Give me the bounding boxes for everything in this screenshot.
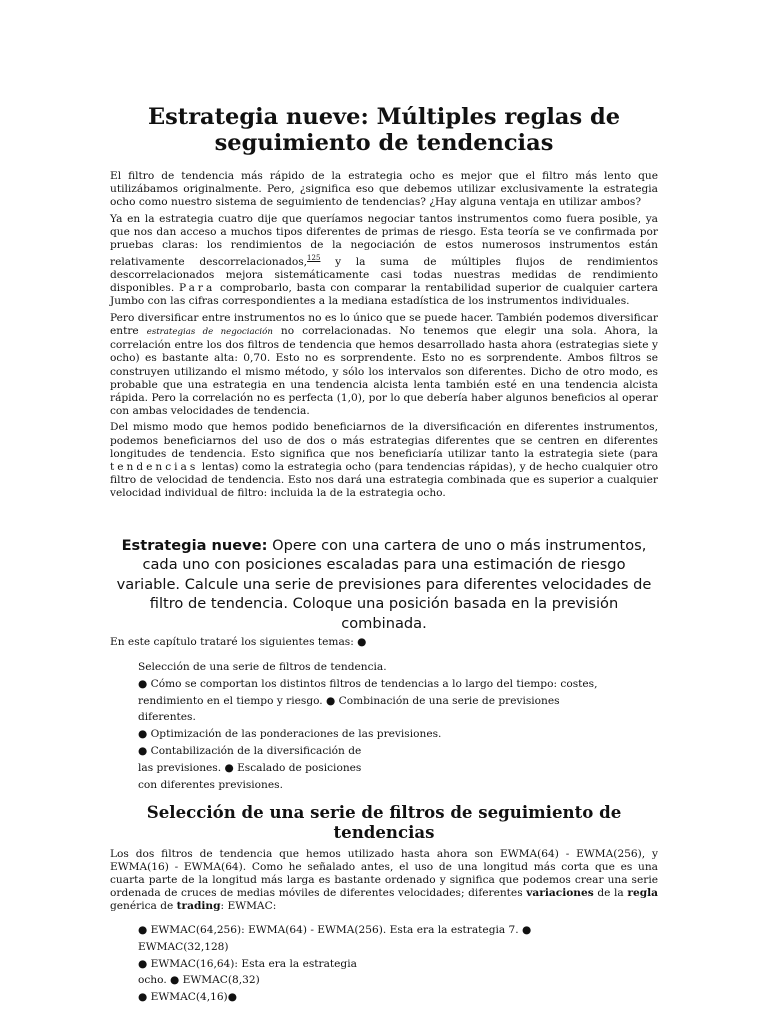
paragraph-3-text-b: no correlacionadas. No tenemos que elegir una sola. Ahora, la correlación entre los dos filtros de tendencia que hemos desarrollado hasta ahora (estrategias siete y ocho) es bastante alta: 0,70. Esto no es sorprendente. Esto no es sorprendente. Ambos filtros se construyen utilizando el mismo método, y sólo los intervalos son diferentes. Dicho de otro modo, es probable que una estrategia en una tendencia alcista lenta también esté en una tendencia alcista rápida. Pero la correlación no es perfecta (1,0), por lo que debería haber algunos beneficios al operar con ambas velocidades de tendencia.	[110, 325, 658, 417]
chapter-title-line-2: seguimiento de tendencias	[214, 130, 554, 156]
paragraph-2-text-c: comprobarlo, basta con comparar la rentabilidad superior de cualquier cartera Jumbo con las cifras correspondientes a la mediana estadística de los instrumentos individuales.	[110, 282, 658, 308]
paragraph-2-text-a: Ya en la estrategia cuatro dije que queríamos negociar tantos instrumentos como fuera posible, ya que nos dan acceso a muchos tipos diferentes de primas de riesgo. Esta teoría se ve confirmada por pruebas claras: los rendimientos de la negociación de estos numerosos instrumentos están relativamente descorrelacionados,	[110, 212, 658, 269]
paragraph-5-text-a: Los dos filtros de tendencia que hemos utilizado hasta ahora son EWMA(64) - EWMA(256), y EWMA(16) - EWMA(64). Como he señalado antes, el uso de una longitud más corta que es una cuarta parte de la longitud más larga es bastante ordenado y significa que podemos crear una serie ordenada de cruces de medias móviles de diferentes velocidades; diferentes	[110, 848, 658, 900]
strategy-callout	[110, 536, 658, 633]
paragraph-5-text-c: genérica de	[110, 900, 177, 913]
paragraph-3-text-a: Pero diversificar entre instrumentos no es lo único que se puede hacer. También podemos diversificar entre	[110, 312, 658, 338]
topics-intro: En este capítulo trataré los siguientes temas: ●	[110, 636, 367, 648]
bold-term-regla: regla	[627, 887, 658, 900]
rules-line: ocho. ● EWMAC(8,32)	[138, 974, 260, 987]
section-heading: Selección de una serie de filtros de seguimiento de tendencias	[146, 802, 622, 842]
callout-label: Estrategia nueve:	[121, 537, 268, 554]
paragraph-4-text-a: Del mismo modo que hemos podido beneficiarnos de la diversificación en diferentes instrumentos, podemos beneficiarnos del uso de dos o más estrategias diferentes que se centren en diferentes longitudes de tendencia. Esto significa que nos beneficiaría utilizar tanto la estrategia siete (para	[110, 421, 658, 460]
bold-term-trading: trading	[176, 900, 221, 913]
paragraph-5-text-d: : EWMAC:	[220, 900, 277, 913]
paragraph-3	[110, 312, 658, 418]
chapter-title-line-1: Estrategia nueve: Múltiples reglas de	[147, 104, 621, 130]
paragraph-5	[110, 848, 658, 913]
paragraph-4-text-b: lentas) como la estrategia ocho (para tendencias rápidas), y de hecho cualquier otro filtro de velocidad de tendencia. Esto nos dará una estrategia combinada que es superior a cualquier velocidad individual de filtro: incluida la de la estrategia ocho.	[110, 460, 658, 499]
paragraph-2-text-b: y la suma de múltiples flujos de rendimientos descorrelacionados mejora sistemáticamente casi todas nuestras medidas de rendimiento disponibles.	[110, 256, 659, 295]
emphasized-term: estrategias de negociación	[146, 327, 273, 338]
rules-line: ● EWMAC(16,64): Esta era la estrategia	[138, 957, 357, 970]
paragraph-4	[110, 421, 658, 500]
topics-line: diferentes.	[138, 711, 196, 724]
footnote-reference[interactable]: 125	[307, 254, 321, 263]
rules-line: ● EWMAC(64,256): EWMA(64) - EWMA(256). Esta era la estrategia 7. ●	[138, 924, 532, 936]
topics-line: rendimiento en el tiempo y riesgo. ● Combinación de una serie de previsiones	[138, 694, 560, 707]
topics-line: Selección de una serie de filtros de tendencia.	[138, 661, 387, 673]
paragraph-5-text-b: de la	[593, 887, 628, 900]
callout-text: Opere con una cartera de uno o más instrumentos, cada uno con posiciones escaladas para una estimación de riesgo variable. Calcule una serie de previsiones para diferentes velocidades de filtro de tendencia. Coloque una posición basada en la previsión combinada.	[116, 537, 652, 632]
topics-list	[138, 659, 618, 793]
spaced-word: Para	[178, 282, 216, 295]
rules-line: ● EWMAC(4,16)●	[138, 991, 237, 1004]
topics-line: ● Cómo se comportan los distintos filtros de tendencias a lo largo del tiempo: costes,	[138, 677, 598, 690]
chapter-title	[98, 104, 670, 156]
paragraph-2	[110, 213, 658, 309]
bold-term-variaciones: variaciones	[526, 887, 594, 900]
paragraph-1: El filtro de tendencia más rápido de la estrategia ocho es mejor que el filtro más lento que utilizábamos originalmente. Pero, ¿significa eso que debemos utilizar exclusivamente la estrategia ocho como nuestro sistema de seguimiento de tendencias? ¿Hay alguna ventaja en utilizar ambos?	[110, 170, 658, 209]
topics-line: las previsiones. ● Escalado de posiciones	[138, 761, 362, 774]
spaced-word: tendencias	[110, 460, 199, 473]
topics-line: ● Contabilización de la diversificación de	[138, 744, 362, 757]
topics-line: ● Optimización de las ponderaciones de las previsiones.	[138, 728, 442, 741]
ewmac-rules-list	[138, 922, 618, 1006]
body-text	[110, 170, 658, 504]
rules-line: EWMAC(32,128)	[138, 940, 229, 953]
topics-line: con diferentes previsiones.	[138, 778, 283, 791]
